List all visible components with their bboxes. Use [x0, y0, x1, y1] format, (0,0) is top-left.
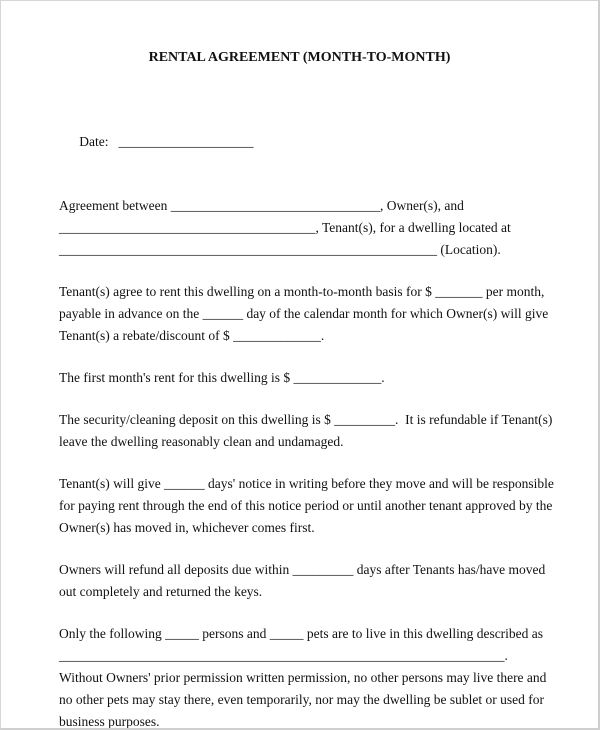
text-line: The security/cleaning deposit on this dwelling is $ _________. It is refundable if Tenant(s)	[59, 412, 553, 427]
paragraph-rent-terms	[59, 281, 588, 347]
date-line	[59, 109, 588, 175]
text-line: Without Owners' prior permission written permission, no other persons may live there and	[59, 670, 547, 685]
paragraph-parties	[59, 195, 588, 261]
text-line: out completely and returned the keys.	[59, 584, 263, 599]
paragraph-first-month-rent	[59, 367, 588, 389]
paragraph-security-deposit	[59, 409, 588, 453]
text-line: Tenant(s) agree to rent this dwelling on a month-to-month basis for $ _______ per month,	[59, 284, 545, 299]
document-content	[1, 1, 598, 730]
paragraph-use-restrictions	[59, 667, 588, 730]
paragraph-deposit-refund	[59, 559, 588, 603]
date-label: Date:	[79, 134, 109, 149]
text-line: ________________________________________________________ (Location).	[59, 242, 501, 257]
text-line: Tenant(s) will give ______ days' notice in writing before they move and will be responsible	[59, 476, 554, 491]
paragraph-list	[59, 195, 588, 730]
text-line: Tenant(s) a rebate/discount of $ _____________.	[59, 328, 325, 343]
text-line: Only the following _____ persons and _____ pets are to live in this dwelling described as	[59, 626, 544, 641]
text-line: The first month's rent for this dwelling is $ _____________.	[59, 370, 385, 385]
text-line: business purposes.	[59, 714, 160, 729]
text-line: leave the dwelling reasonably clean and undamaged.	[59, 434, 344, 449]
text-line: payable in advance on the ______ day of the calendar month for which Owner(s) will give	[59, 306, 549, 321]
text-line: no other pets may stay there, even temporarily, nor may the dwelling be sublet or used for	[59, 692, 544, 707]
text-line: __________________________________________________________________.	[59, 648, 508, 663]
document-title: RENTAL AGREEMENT (MONTH-TO-MONTH)	[148, 50, 451, 65]
text-line: Owners will refund all deposits due within _________ days after Tenants has/have moved	[59, 562, 546, 577]
text-line: Owner(s) has moved in, whichever comes first.	[59, 520, 315, 535]
paragraph-notice-period	[59, 473, 588, 539]
text-line: for paying rent through the end of this notice period or until another tenant approved by the	[59, 498, 553, 513]
paragraph-occupants	[59, 623, 588, 667]
date-blank: ____________________	[118, 134, 254, 149]
text-line: ______________________________________, Tenant(s), for a dwelling located at	[59, 220, 511, 235]
text-line: Agreement between _______________________________, Owner(s), and	[59, 198, 464, 213]
